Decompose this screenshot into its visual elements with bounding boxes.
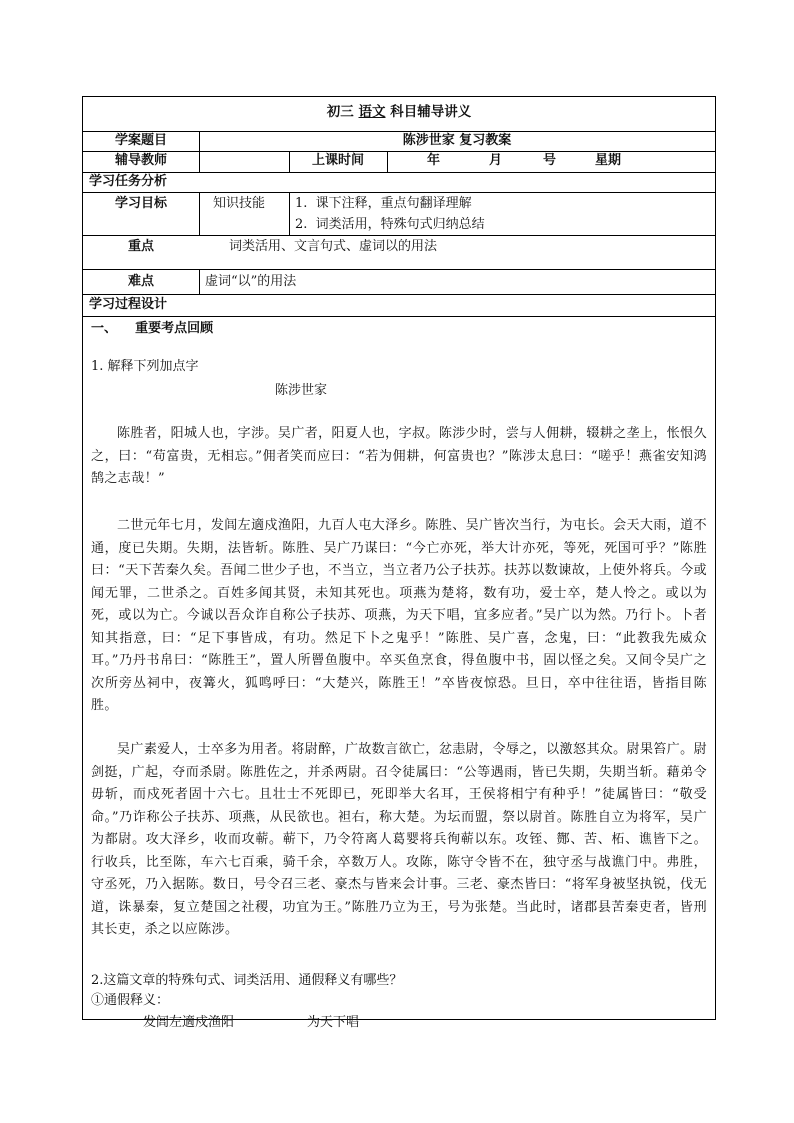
tongjia-example-2: 为天下唱 — [307, 1015, 360, 1030]
article-paragraph-3: 吴广素爱人，士卒多为用者。将尉醉，广故数言欲亡，忿恚尉，令辱之，以激怒其众。尉果笞广。尉剑挺，广起，夺而杀尉。陈胜佐之，并杀两尉。召令徒属曰：“公等遇雨，皆已失期，失期当斩。藉弟令毋斩，而戍死者固十六七。且壮士不死即已，死即举大名耳，王侯将相宁有种乎！”徒属皆曰：“敬受命。”乃诈称公子扶苏、项燕，从民欲也。袒右，称大楚。为坛而盟，祭以尉首。陈胜自立为将军，吴广为都尉。攻大泽乡，收而攻蕲。蕲下，乃令符离人葛婴将兵徇蕲以东。攻铚、酂、苦、柘、谯皆下之。行收兵，比至陈，车六七百乘，骑千余，卒数万人。攻陈，陈守令皆不在，独守丞与战谯门中。弗胜，守丞死，乃入据陈。数日，号令召三老、豪杰与皆来会计事。三老、豪杰皆曰：“将军身被坚执锐，伐无道，诛暴秦，复立楚国之社稷，功宜为王。”陈胜乃立为王，号为张楚。当此时，诸郡县苦秦吏者，皆刑其长吏，杀之以应陈涉。 — [91, 742, 707, 937]
topic-label: 学案题目 — [114, 133, 167, 148]
difficult-label: 难点 — [127, 274, 154, 289]
process-row — [83, 295, 715, 317]
time-month: 月 — [489, 153, 503, 168]
article-paragraph-1: 陈胜者，阳城人也，字涉。吴广者，阳夏人也，字叔。陈涉少时，尝与人佣耕，辍耕之垄上，怅恨久之，曰：“苟富贵，无相忘。”佣者笑而应曰：“若为佣耕，何富贵也？”陈涉太息曰：“嗟乎！燕雀安知鸿鹄之志哉！” — [91, 426, 707, 486]
goals-label: 学习目标 — [114, 196, 167, 211]
section-heading: 一、 重要考点回顾 — [91, 321, 214, 336]
article-paragraph-2: 二世元年七月，发闾左適戍渔阳，九百人屯大泽乡。陈胜、吴广皆次当行，为屯长。会天大雨，道不通，度已失期。失期，法皆斩。陈胜、吴广乃谋曰：“今亡亦死，举大计亦死，等死，死国可乎？”陈胜曰：“天下苦秦久矣。吾闻二世少子也，不当立，当立者乃公子扶苏。扶苏以数谏故，上使外将兵。今或闻无罪，二世杀之。百姓多闻其贤，未知其死也。项燕为楚将，数有功，爱士卒，楚人怜之。或以为死，或以为亡。今诚以吾众诈自称公子扶苏、项燕，为天下唱，宜多应者。”吴广以为然。乃行卜。卜者知其指意，曰：“足下事皆成，有功。然足下卜之鬼乎！”陈胜、吴广喜，念鬼，曰：“此教我先威众耳。”乃丹书帛曰：“陈胜王”，置人所罾鱼腹中。卒买鱼烹食，得鱼腹中书，固以怪之矣。又间令吴广之次所旁丛祠中，夜篝火，狐鸣呼曰：“大楚兴，陈胜王！”卒皆夜惊恐。旦日，卒中往往语，皆指目陈胜。 — [91, 518, 707, 713]
key-points-value: 词类活用、文言句式、虚词以的用法 — [229, 239, 438, 254]
lesson-body — [83, 319, 715, 1030]
question-1: 1. 解释下列加点字 — [91, 359, 199, 374]
page-title: 初三 语文 科目辅导讲义 — [326, 104, 472, 120]
key-points-row — [83, 236, 715, 270]
time-year: 年 — [427, 153, 441, 168]
topic-row — [83, 132, 715, 152]
goals-item-2: 2. 词类活用，特殊句式归纳总结 — [295, 217, 485, 232]
time-day: 号 — [543, 153, 557, 168]
article-title: 陈涉世家 — [275, 383, 328, 398]
task-analysis-label: 学习任务分析 — [89, 174, 168, 189]
lesson-plan-table — [82, 96, 716, 1030]
topic-value: 陈涉世家 复习教案 — [402, 133, 512, 148]
question-2: 2.这篇文章的特殊句式、词类活用、通假释义有哪些？ — [91, 973, 403, 988]
teacher-value — [199, 152, 289, 172]
goals-category: 知识技能 — [213, 196, 266, 211]
task-analysis-row — [83, 173, 715, 193]
title-row — [83, 97, 715, 132]
goals-item-1: 1. 课下注释，重点句翻译理解 — [295, 196, 472, 211]
tongjia-example-1: 发闾左適戍渔阳 — [143, 1015, 235, 1030]
goals-row — [83, 193, 715, 236]
key-points-label: 重点 — [127, 239, 154, 254]
time-weekday: 星期 — [595, 153, 622, 168]
question-2-sub: ①通假释义： — [91, 993, 170, 1008]
difficult-row — [83, 270, 715, 295]
time-label: 上课时间 — [311, 153, 364, 168]
teacher-label: 辅导教师 — [114, 153, 167, 168]
teacher-row — [83, 152, 715, 173]
process-label: 学习过程设计 — [89, 297, 168, 312]
difficult-value: 虚词“以”的用法 — [205, 274, 297, 289]
